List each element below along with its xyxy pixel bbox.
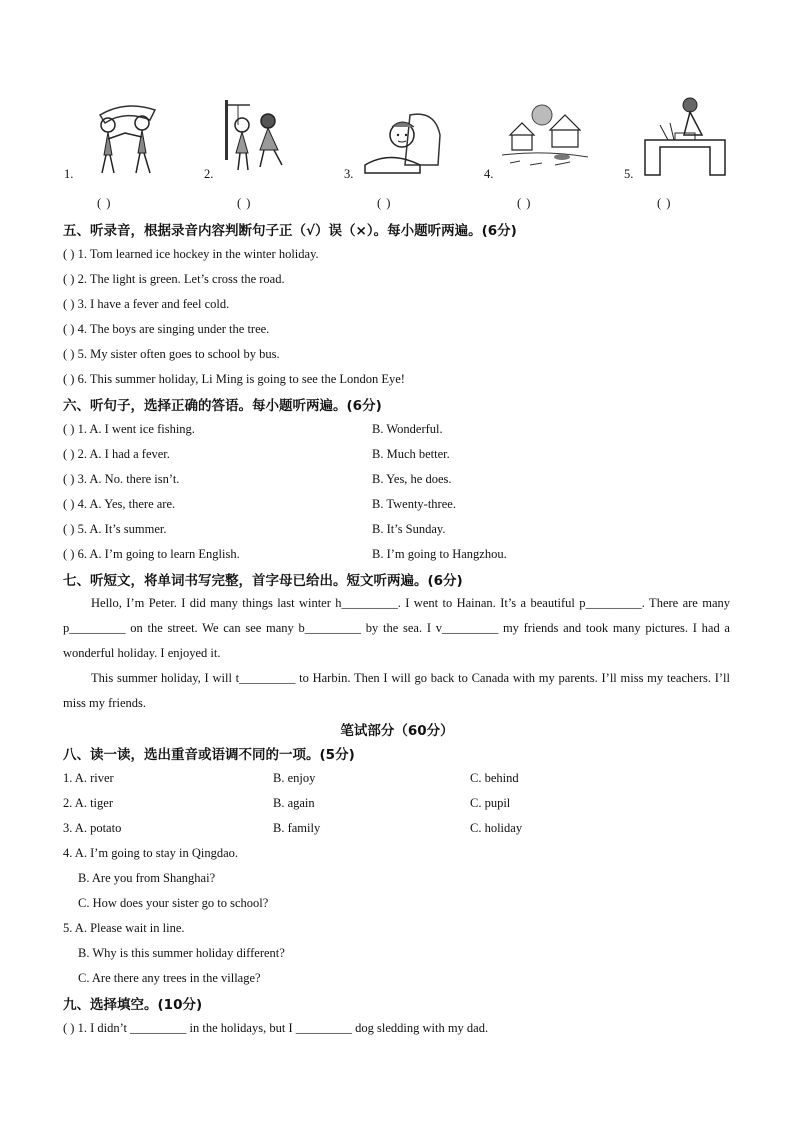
- section-6-title: 六、听句子，选择正确的答语。每小题听两遍。(6分): [63, 398, 382, 414]
- intonation-option-a: 5. A. Please wait in line.: [63, 921, 185, 935]
- choice-option-a: ( ) 5. A. It’s summer.: [63, 522, 167, 536]
- stress-option-a: 1. A. river: [63, 771, 114, 785]
- choice-option-a: ( ) 3. A. No. there isn’t.: [63, 472, 180, 486]
- intonation-option-b: B. Why is this summer holiday different?: [78, 946, 285, 960]
- judge-item: ( ) 5. My sister often goes to school by bus.: [63, 347, 280, 361]
- passage-paragraph-1: Hello, I’m Peter. I did many things last winter h_________. I went to Hainan. It’s a beautiful p_________. There are many p_________ on the street. We can see many b_________ by the sea. I v_________ my friends and took many pictures. I had a wonderful holiday. I enjoyed it.: [63, 596, 730, 660]
- picture-number: 4.: [484, 167, 494, 181]
- answer-blank[interactable]: ( ): [517, 196, 532, 210]
- girl-at-desk-icon: [640, 95, 730, 180]
- section-7-title: 七、听短文，将单词书写完整，首字母已给出。短文听两遍。(6分): [63, 573, 463, 589]
- stress-option-b: B. family: [273, 821, 321, 835]
- picture-number: 5.: [624, 167, 634, 181]
- girls-playing-icon: [220, 95, 310, 180]
- judge-item: ( ) 3. I have a fever and feel cold.: [63, 297, 230, 311]
- intonation-option-a: 4. A. I’m going to stay in Qingdao.: [63, 846, 238, 860]
- fill-blank-item: ( ) 1. I didn’t _________ in the holidays, but I _________ dog sledding with my dad.: [63, 1021, 489, 1035]
- stress-option-a: 3. A. potato: [63, 821, 122, 835]
- picture-number: 2.: [204, 167, 214, 181]
- stress-option-b: B. again: [273, 796, 315, 810]
- choice-option-a: ( ) 1. A. I went ice fishing.: [63, 422, 195, 436]
- stress-option-c: C. behind: [470, 771, 519, 785]
- choice-option-a: ( ) 6. A. I’m going to learn English.: [63, 547, 240, 561]
- judge-item: ( ) 1. Tom learned ice hockey in the winter holiday.: [63, 247, 319, 261]
- sick-girl-in-bed-icon: [360, 95, 450, 180]
- choice-option-b: B. It’s Sunday.: [372, 522, 446, 536]
- intonation-option-c: C. How does your sister go to school?: [78, 896, 269, 910]
- stress-option-c: C. holiday: [470, 821, 523, 835]
- section-8-title: 八、读一读，选出重音或语调不同的一项。(5分): [63, 747, 355, 763]
- choice-option-a: ( ) 2. A. I had a fever.: [63, 447, 170, 461]
- judge-item: ( ) 4. The boys are singing under the tree.: [63, 322, 270, 336]
- stress-option-c: C. pupil: [470, 796, 511, 810]
- answer-blank[interactable]: ( ): [237, 196, 252, 210]
- answer-blank[interactable]: ( ): [97, 196, 112, 210]
- picture-number: 3.: [344, 167, 354, 181]
- answer-blank[interactable]: ( ): [657, 196, 672, 210]
- intonation-option-b: B. Are you from Shanghai?: [78, 871, 216, 885]
- picture-row: [0, 95, 794, 215]
- choice-option-a: ( ) 4. A. Yes, there are.: [63, 497, 176, 511]
- two-kids-with-ribbon-icon: [80, 95, 170, 180]
- passage-paragraph-2: This summer holiday, I will t_________ to Harbin. Then I will go back to Canada with my parents. I’ll miss my teachers. I’ll miss my friends.: [63, 671, 730, 710]
- choice-option-b: B. Twenty-three.: [372, 497, 456, 511]
- judge-item: ( ) 6. This summer holiday, Li Ming is going to see the London Eye!: [63, 372, 405, 386]
- judge-item: ( ) 2. The light is green. Let’s cross the road.: [63, 272, 285, 286]
- choice-option-b: B. Yes, he does.: [372, 472, 452, 486]
- stress-option-a: 2. A. tiger: [63, 796, 113, 810]
- answer-blank[interactable]: ( ): [377, 196, 392, 210]
- section-5-title: 五、听录音，根据录音内容判断句子正（√）误（×）。每小题听两遍。(6分): [63, 223, 517, 239]
- choice-option-b: B. Much better.: [372, 447, 450, 461]
- stress-option-b: B. enjoy: [273, 771, 316, 785]
- passage: [63, 591, 730, 716]
- intonation-option-c: C. Are there any trees in the village?: [78, 971, 261, 985]
- village-houses-icon: [500, 95, 590, 180]
- written-part-title: 笔试部分（60分）: [340, 723, 454, 739]
- picture-number: 1.: [64, 167, 74, 181]
- choice-option-b: B. Wonderful.: [372, 422, 443, 436]
- section-9-title: 九、选择填空。(10分): [63, 997, 203, 1013]
- choice-option-b: B. I’m going to Hangzhou.: [372, 547, 507, 561]
